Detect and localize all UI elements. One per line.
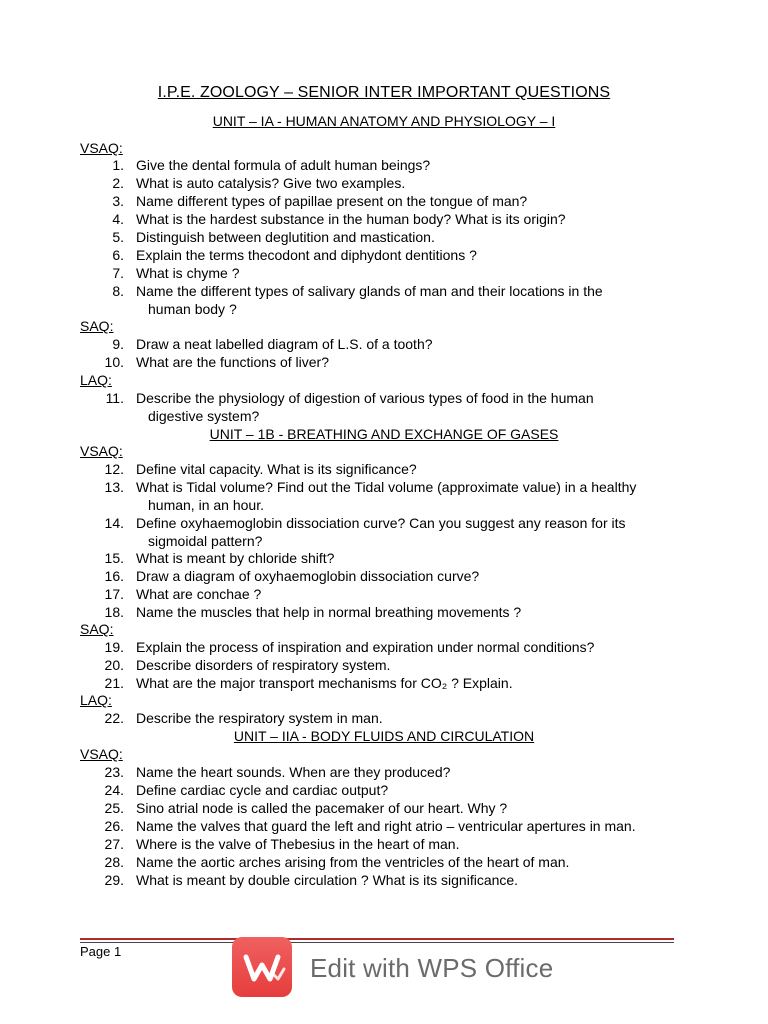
question-text: Describe the physiology of digestion of various types of food in the human [136, 390, 594, 406]
question-number: 6. [112, 247, 124, 263]
question-text-continuation: human, in an hour. [148, 497, 264, 513]
edit-with-wps-link[interactable]: Edit with WPS Office [310, 953, 554, 983]
section-label-vsaq: VSAQ: [80, 140, 123, 156]
question-number: 29. [104, 872, 124, 888]
question-text: Describe the respiratory system in man. [136, 710, 383, 726]
question-number: 15. [104, 550, 124, 566]
question-text: What is meant by chloride shift? [136, 550, 335, 566]
question-text-continuation: digestive system? [148, 408, 260, 424]
question-text: Define oxyhaemoglobin dissociation curve? Can you suggest any reason for its [136, 515, 626, 531]
page-number: Page 1 [80, 944, 122, 959]
question-text: What is the hardest substance in the human body? What is its origin? [136, 211, 566, 227]
unit-heading: UNIT – IA - HUMAN ANATOMY AND PHYSIOLOGY – I [212, 113, 556, 129]
question-text: What is auto catalysis? Give two examples. [136, 175, 406, 191]
question-number: 7. [112, 265, 124, 281]
question-text: Name the muscles that help in normal breathing movements ? [136, 604, 522, 620]
question-text: What is Tidal volume? Find out the Tidal volume (approximate value) in a healthy [136, 479, 637, 495]
question-number: 23. [104, 764, 124, 780]
unit-heading: UNIT – 1B - BREATHING AND EXCHANGE OF GASES [209, 426, 559, 442]
question-text: Name different types of papillae present on the tongue of man? [136, 193, 528, 209]
footer-rule [80, 942, 674, 943]
question-text: Sino atrial node is called the pacemaker of our heart. Why ? [136, 800, 508, 816]
question-text: Explain the terms thecodont and diphydont dentitions ? [136, 247, 477, 263]
question-text: Describe disorders of respiratory system. [136, 657, 391, 673]
question-number: 17. [104, 586, 124, 602]
question-text: Draw a neat labelled diagram of L.S. of a tooth? [136, 336, 433, 352]
question-text: Where is the valve of Thebesius in the heart of man. [136, 836, 460, 852]
question-number: 9. [112, 336, 124, 352]
question-number: 25. [104, 800, 124, 816]
question-text: Name the aortic arches arising from the ventricles of the heart of man. [136, 854, 570, 870]
question-number: 10. [104, 354, 124, 370]
question-number: 21. [104, 675, 124, 691]
question-number: 2. [112, 175, 124, 191]
unit-heading: UNIT – IIA - BODY FLUIDS AND CIRCULATION [233, 728, 535, 744]
question-text: Draw a diagram of oxyhaemoglobin dissociation curve? [136, 568, 480, 584]
question-number: 26. [104, 818, 124, 834]
question-number: 13. [104, 479, 124, 495]
question-number: 20. [104, 657, 124, 673]
question-number: 12. [104, 461, 124, 477]
question-number: 16. [104, 568, 124, 584]
question-text: Distinguish between deglutition and mastication. [136, 229, 435, 245]
question-number: 5. [112, 229, 124, 245]
question-text: What is chyme ? [136, 265, 240, 281]
section-label-saq: SAQ: [80, 621, 114, 637]
question-number: 22. [104, 710, 124, 726]
question-text: Define vital capacity. What is its significance? [136, 461, 417, 477]
question-text: Define cardiac cycle and cardiac output? [136, 782, 389, 798]
question-number: 24. [104, 782, 124, 798]
question-number: 4. [112, 211, 124, 227]
wps-office-logo-icon[interactable] [232, 937, 292, 997]
question-number: 18. [104, 604, 124, 620]
question-text-continuation: human body ? [148, 301, 237, 317]
section-label-vsaq: VSAQ: [80, 443, 123, 459]
question-text: Name the valves that guard the left and right atrio – ventricular apertures in man. [136, 818, 636, 834]
section-label-saq: SAQ: [80, 318, 114, 334]
question-text: What are the major transport mechanisms for CO₂ ? Explain. [136, 675, 513, 691]
question-text: Explain the process of inspiration and expiration under normal conditions? [136, 639, 595, 655]
question-number: 8. [112, 283, 124, 299]
question-number: 14. [104, 515, 124, 531]
question-text: Name the different types of salivary glands of man and their locations in the [136, 283, 603, 299]
question-text: What is meant by double circulation ? What is its significance. [136, 872, 519, 888]
question-number: 27. [104, 836, 124, 852]
section-label-vsaq: VSAQ: [80, 746, 123, 762]
question-number: 11. [105, 390, 124, 406]
question-number: 1. [112, 157, 124, 173]
question-text: What are the functions of liver? [136, 354, 329, 370]
question-text: Give the dental formula of adult human beings? [136, 157, 431, 173]
question-number: 3. [112, 193, 124, 209]
footer-rule-accent [80, 938, 674, 940]
question-text-continuation: sigmoidal pattern? [148, 533, 263, 549]
question-text: What are conchae ? [136, 586, 262, 602]
question-text: Name the heart sounds. When are they produced? [136, 764, 451, 780]
question-number: 28. [104, 854, 124, 870]
section-label-laq: LAQ: [80, 372, 112, 388]
question-number: 19. [104, 639, 124, 655]
document-title: I.P.E. ZOOLOGY – SENIOR INTER IMPORTANT QUESTIONS [157, 84, 611, 101]
section-label-laq: LAQ: [80, 692, 112, 708]
